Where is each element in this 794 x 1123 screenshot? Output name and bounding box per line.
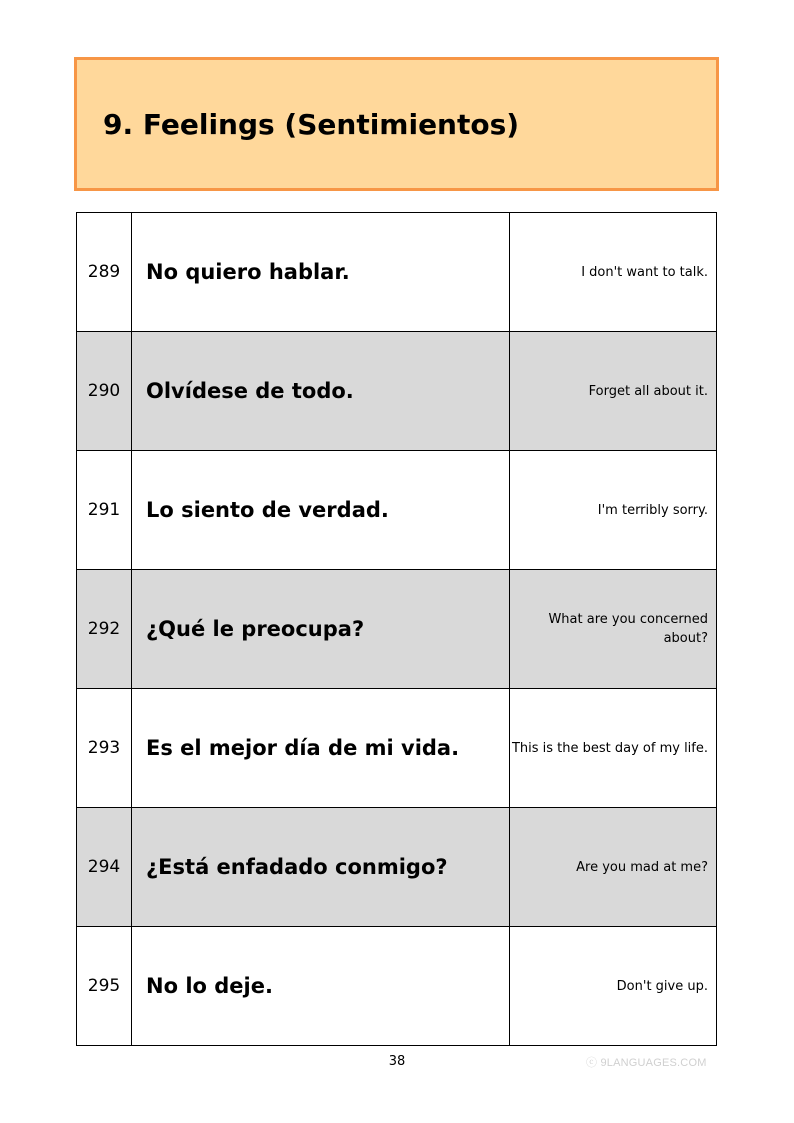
english-translation: This is the best day of my life.: [510, 689, 717, 808]
spanish-phrase: No quiero hablar.: [132, 213, 510, 332]
spanish-phrase: ¿Qué le preocupa?: [132, 570, 510, 689]
english-translation: I don't want to talk.: [510, 213, 717, 332]
chapter-header: [74, 57, 719, 191]
phrase-number: 293: [77, 689, 132, 808]
spanish-phrase: Lo siento de verdad.: [132, 451, 510, 570]
spanish-phrase: ¿Está enfadado conmigo?: [132, 808, 510, 927]
spanish-phrase: No lo deje.: [132, 927, 510, 1046]
table-row: [77, 927, 717, 1046]
english-translation: Are you mad at me?: [510, 808, 717, 927]
table-row: [77, 689, 717, 808]
page-number: 38: [388, 1054, 406, 1069]
english-translation: I'm terribly sorry.: [510, 451, 717, 570]
table-row: [77, 332, 717, 451]
table-row: [77, 213, 717, 332]
english-translation: Don't give up.: [510, 927, 717, 1046]
table-row: [77, 570, 717, 689]
phrase-number: 289: [77, 213, 132, 332]
phrase-number: 292: [77, 570, 132, 689]
phrase-number: 295: [77, 927, 132, 1046]
table-row: [77, 451, 717, 570]
english-translation: What are you concerned about?: [510, 570, 717, 689]
english-translation: Forget all about it.: [510, 332, 717, 451]
phrase-number: 294: [77, 808, 132, 927]
phrase-number: 291: [77, 451, 132, 570]
phrase-table: [76, 212, 717, 1046]
spanish-phrase: Es el mejor día de mi vida.: [132, 689, 510, 808]
table-row: [77, 808, 717, 927]
watermark: ⓒ 9LANGUAGES.COM: [586, 1057, 707, 1069]
phrase-number: 290: [77, 332, 132, 451]
spanish-phrase: Olvídese de todo.: [132, 332, 510, 451]
chapter-title: 9. Feelings (Sentimientos): [103, 108, 520, 141]
